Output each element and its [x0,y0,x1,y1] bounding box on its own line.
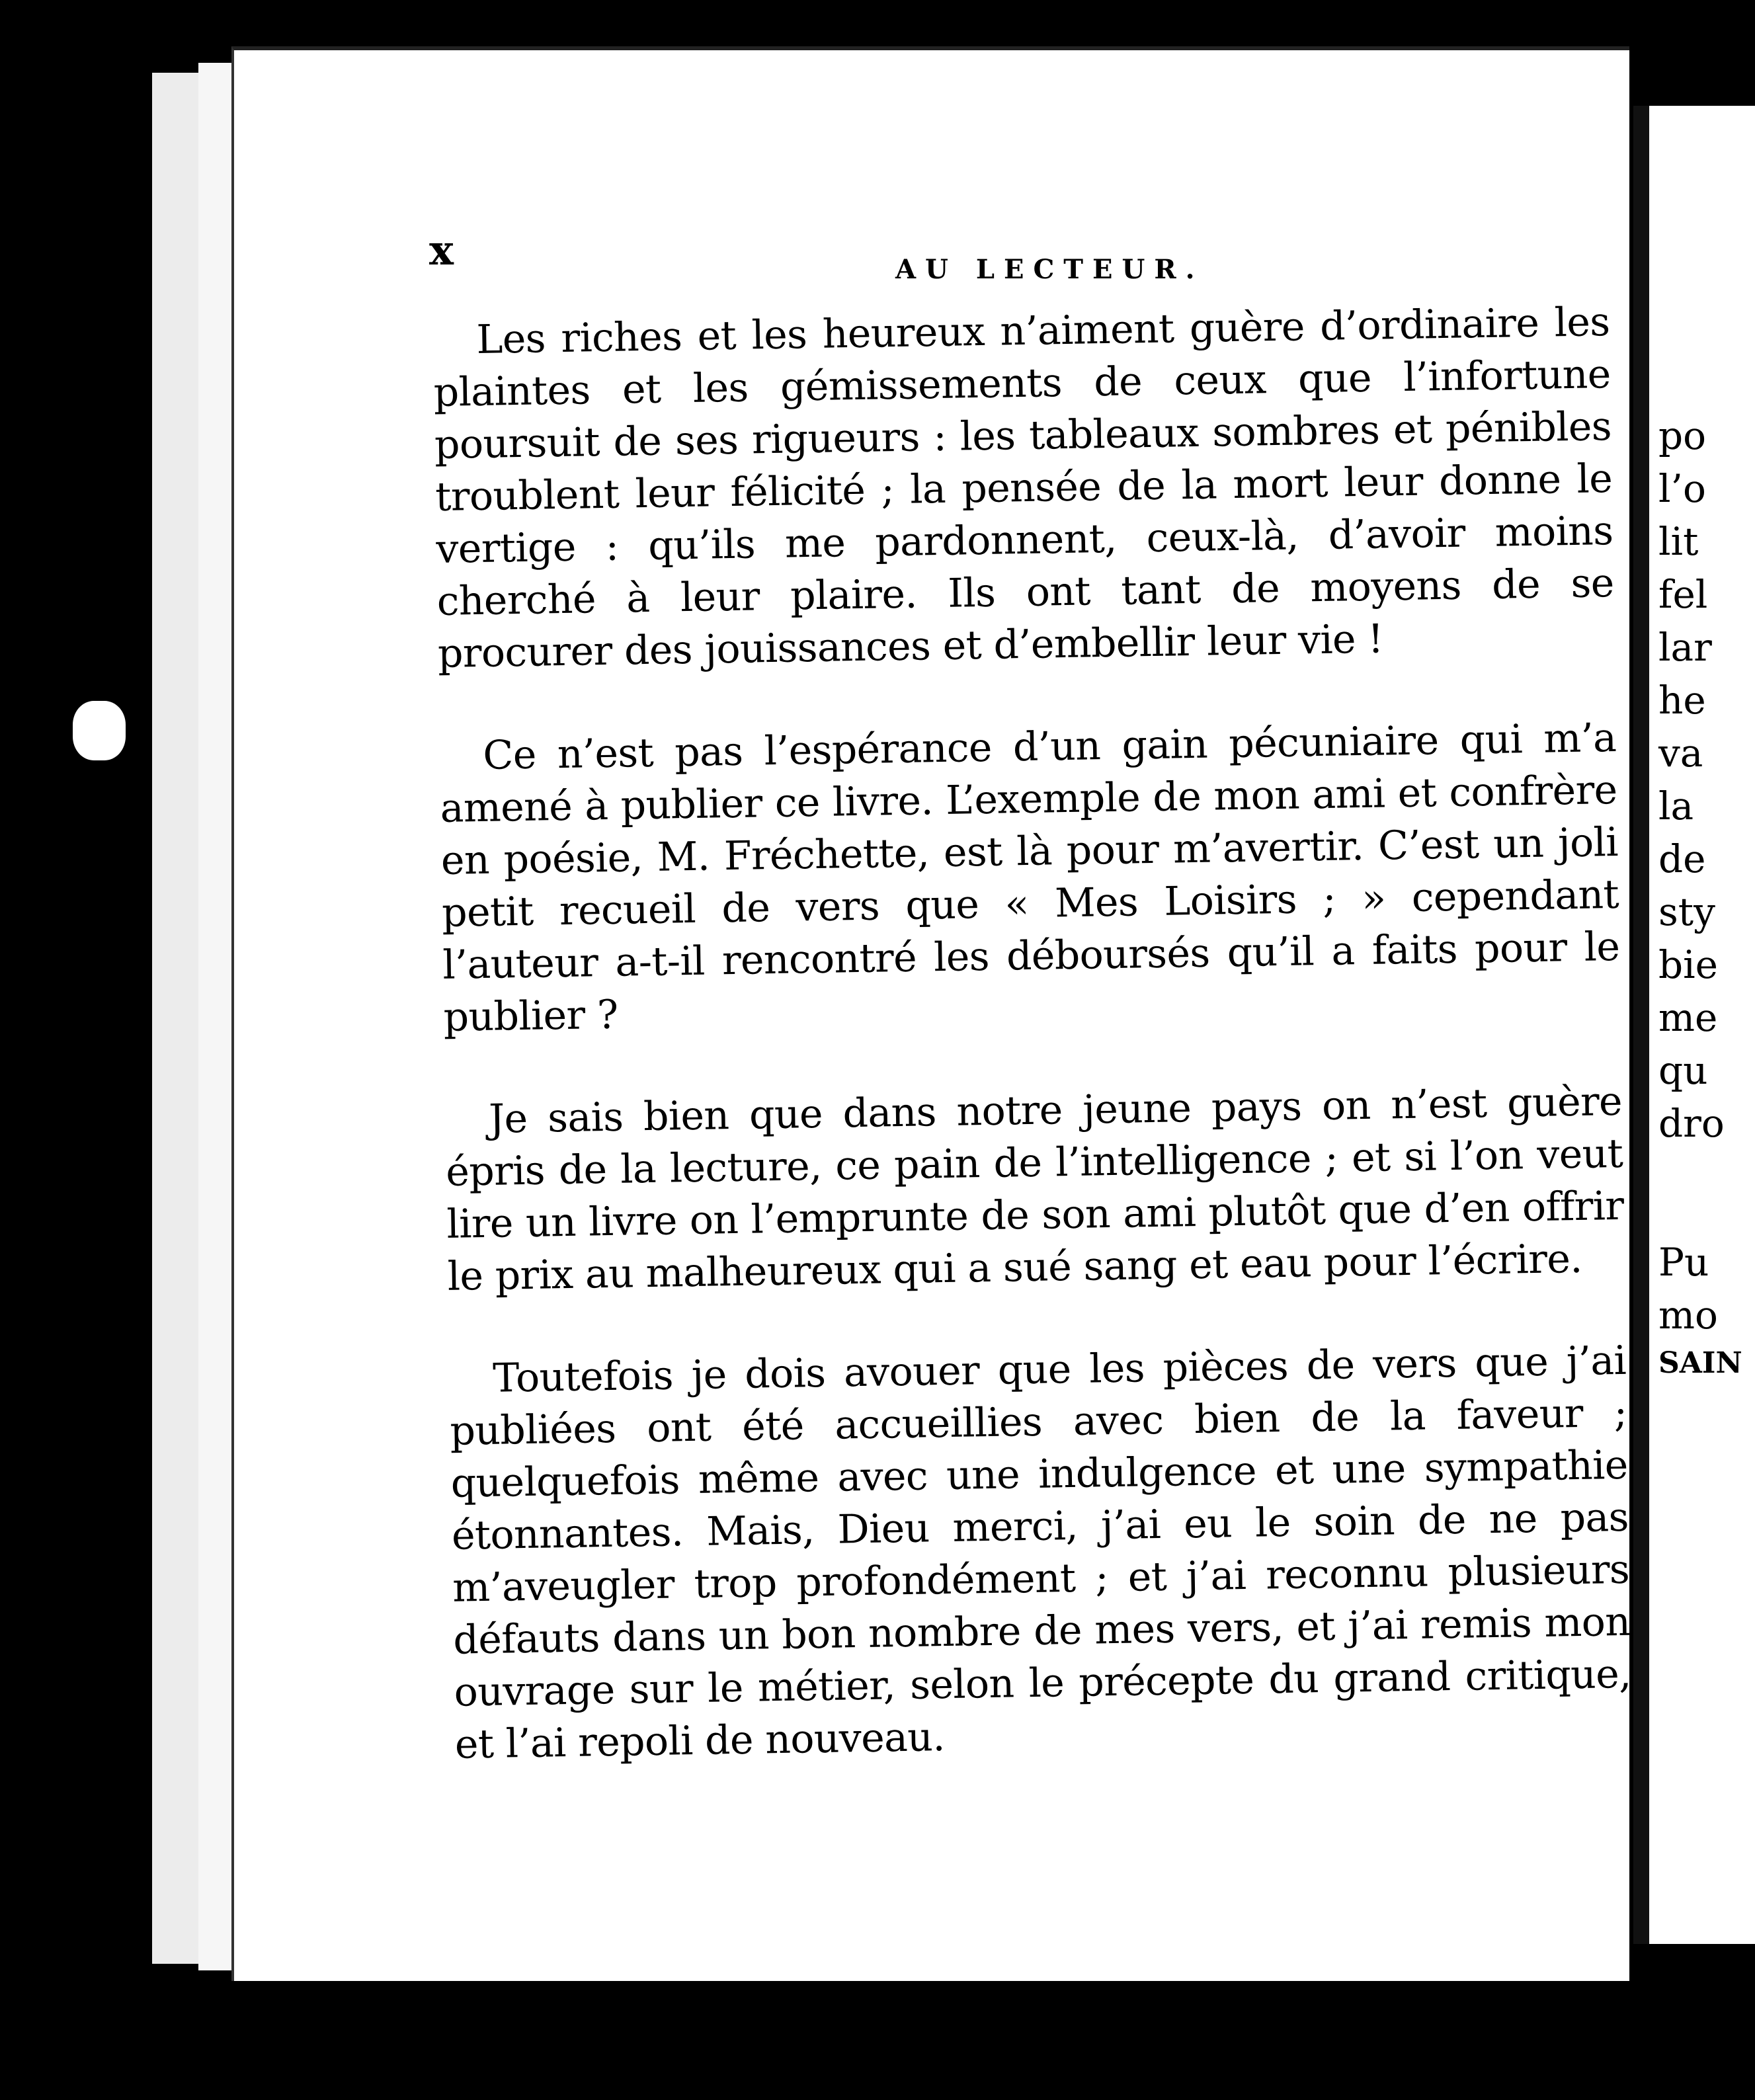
fragment-line: SAIN [1658,1346,1742,1380]
fragment-line: dro [1658,1101,1725,1146]
fragment-line: lit [1658,519,1699,564]
fragment-line: mo [1658,1293,1718,1338]
book-page [231,46,1632,1981]
fragment-line: qu [1658,1048,1708,1093]
fragment-line: va [1658,731,1703,776]
fragment-line: de [1658,836,1706,881]
fragment-line: me [1658,995,1718,1040]
fragment-line: Pu [1658,1240,1709,1285]
body-text [432,296,1633,1822]
fragment-line: po [1658,413,1707,458]
paragraph-3: Je sais bien que dans notre jeune pays on n’est guère épris de la lecture, ce pain de l’intelligence ; et si l’on veut lire un livre on l’emprunte de son ami plutôt que d’en offrir le prix au malheureux qui a sué sang et eau pour l’écrire. [445,1078,1624,1300]
fragment-line: he [1658,678,1706,723]
page-edge-strip-inner [198,63,234,1970]
paragraph-2: Ce n’est pas l’espérance d’un gain pécuniaire qui m’a amené à publier ce livre. L’exemple de mon ami et confrère en poésie, M. Fréchette, est là pour m’avertir. C’est un joli petit recueil de vers que « Mes Loisirs ; » cependant l’auteur a-t-il rencontré les déboursés qu’il a faits pour le publier ? [440,714,1620,1041]
fragment-line: la [1658,784,1694,828]
scan-speck [73,701,126,760]
running-head: AU LECTEUR. [895,254,1204,285]
paragraph-1: Les riches et les heureux n’aiment guère d’ordinaire les plaintes et les gémissements de ceux que l’infortune poursuit de ses rigueurs : les tableaux sombres et pénibles troublent leur félicité ; la pensée de la mort leur donne le vertige : qu’ils me pardonnent, ceux-là, d’avoir moins cherché à leur plaire. Ils ont tant de moyens de se procurer des jouissances et d’embellir leur vie ! [433,299,1615,677]
fragment-line: bie [1658,942,1719,987]
page-number: x [429,226,454,274]
fragment-line: fel [1658,572,1708,617]
next-page-fragment [1633,106,1755,1944]
paragraph-4: Toutefois je dois avouer que les pièces de vers que j’ai publiées ont été accueillies avec bien de la faveur ; quelquefois même avec une indulgence et une sympathie étonnantes. Mais, Dieu merci, j’ai eu le soin de ne pas m’aveugler trop profondément ; et j’ai reconnu plusieurs défauts dans un bon nombre de mes vers, et j’ai remis mon ouvrage sur le métier, selon le précepte du grand critique, et l’ai repoli de nouveau. [449,1337,1632,1768]
fragment-line: l’o [1658,466,1706,511]
fragment-line: sty [1658,889,1715,934]
fragment-line: lar [1658,625,1712,670]
